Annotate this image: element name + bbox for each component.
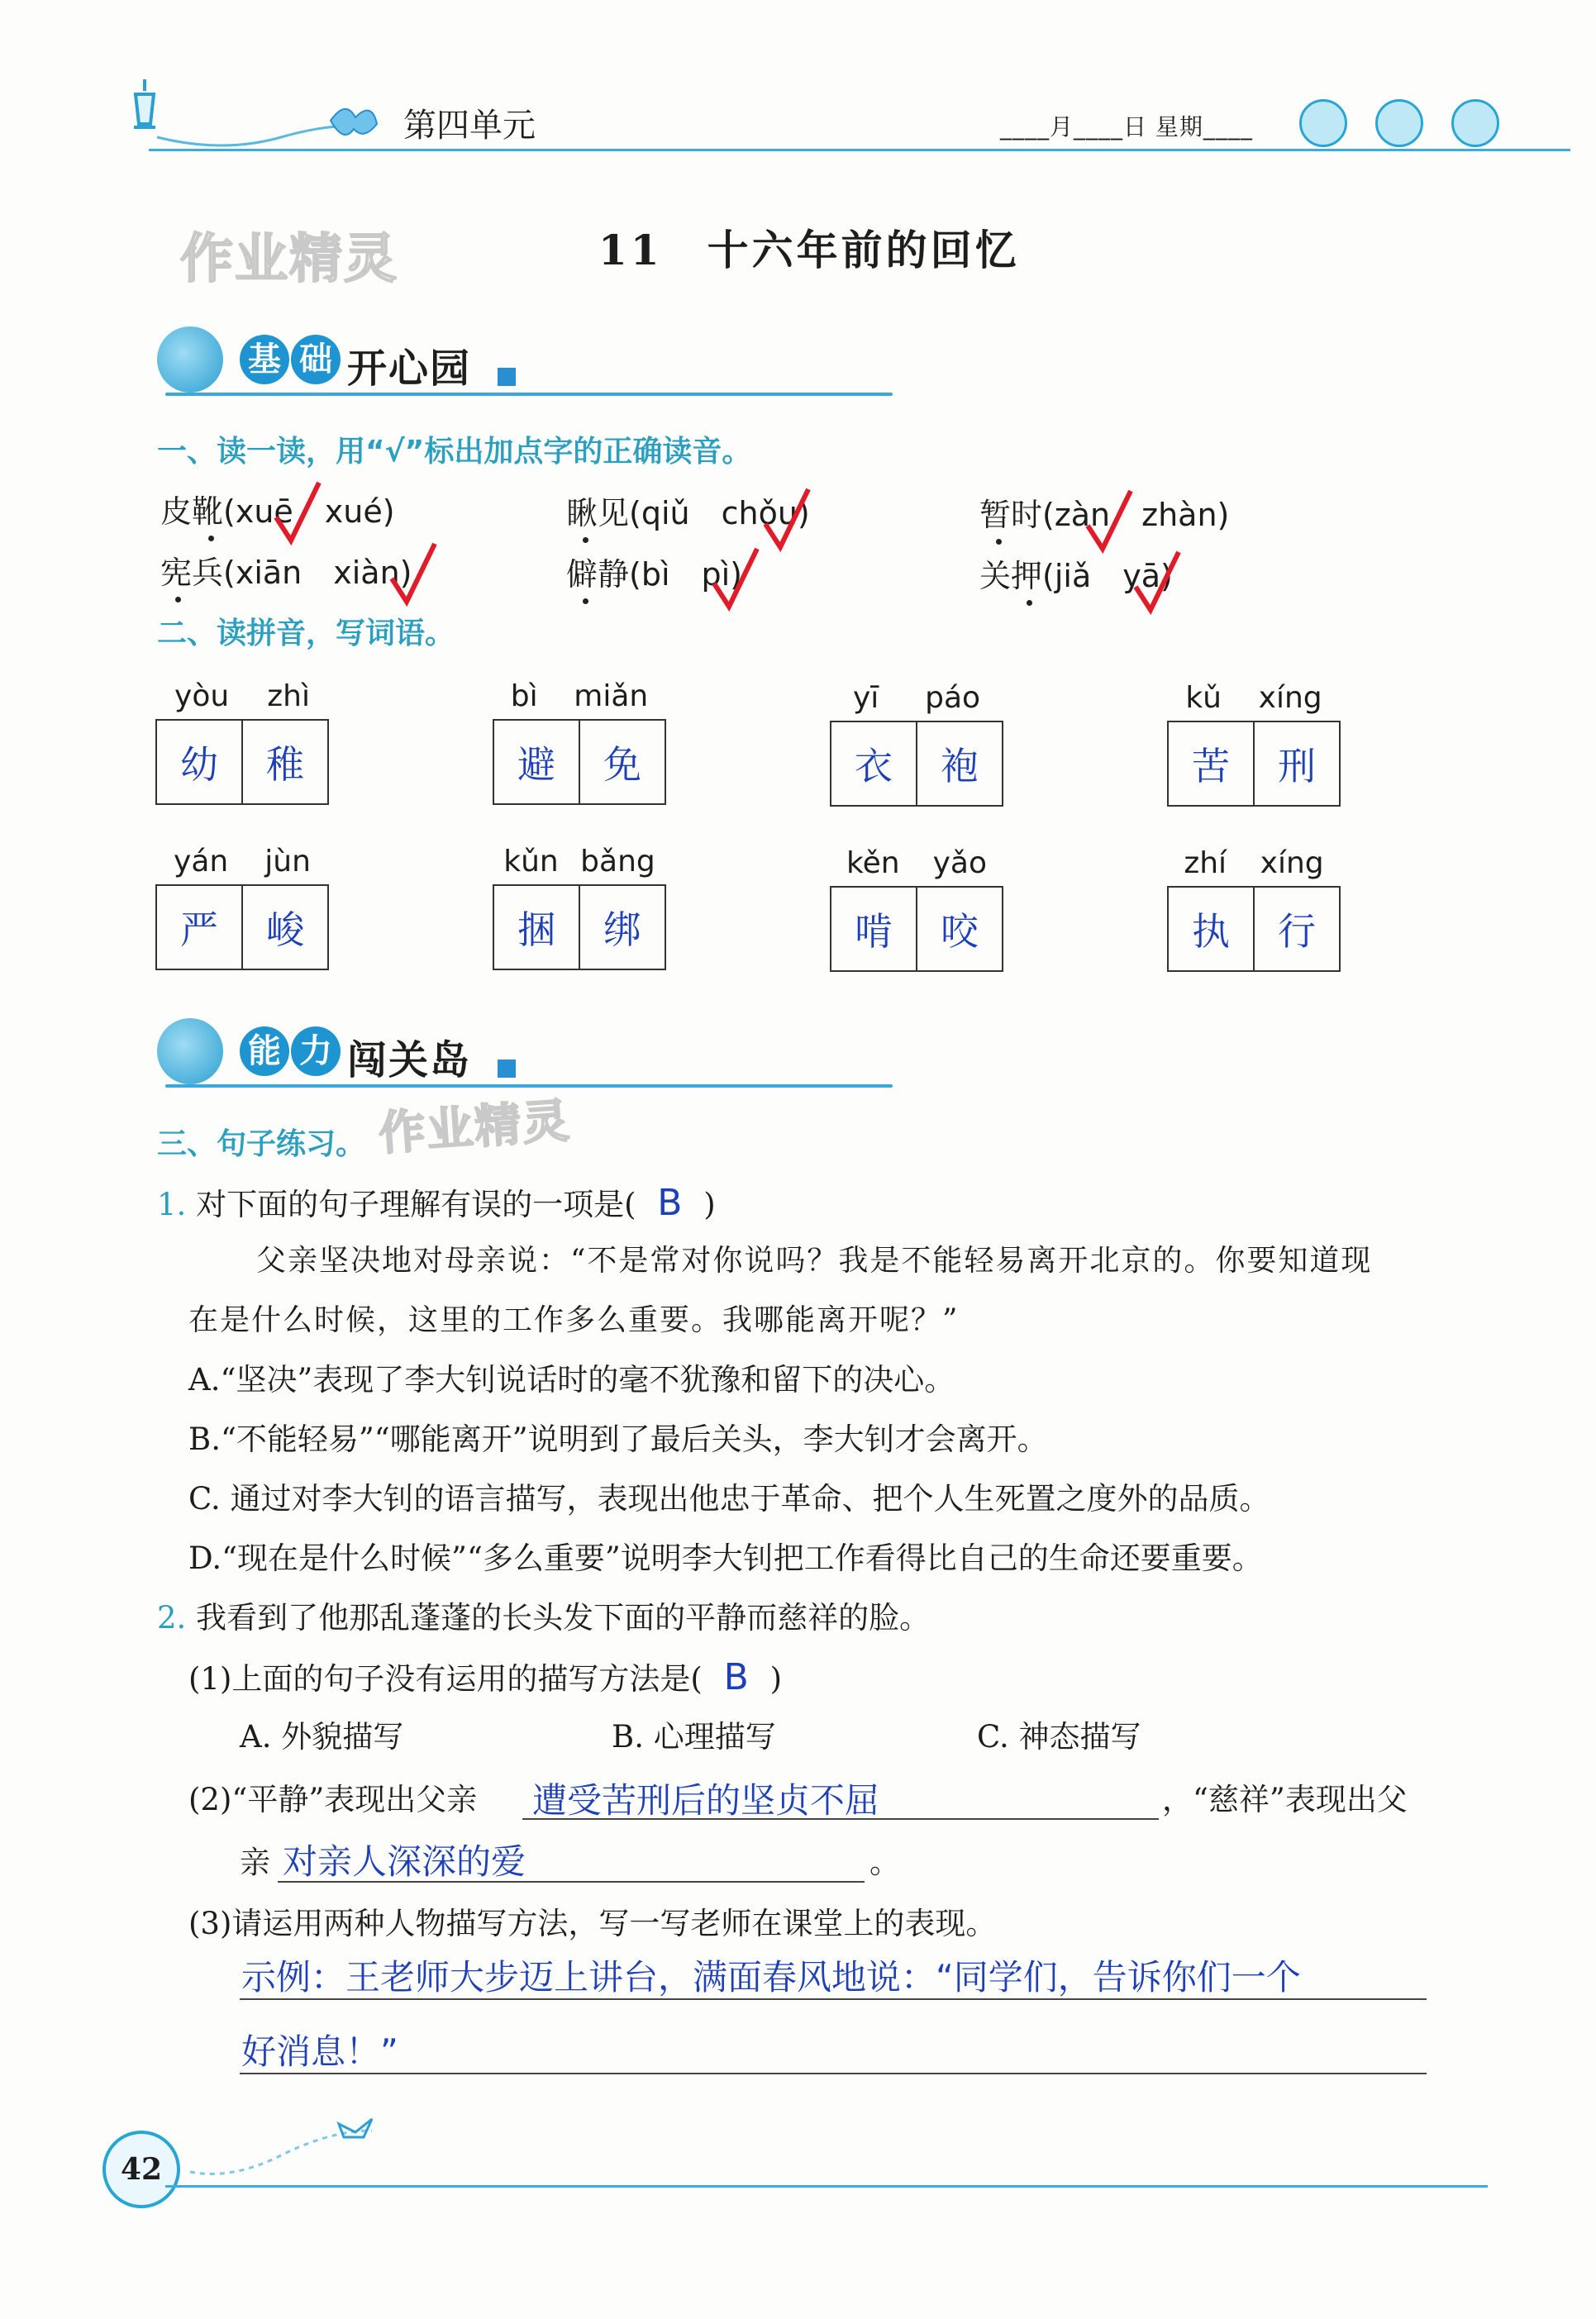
question-heading: 三、句子练习。 <box>157 1127 366 1161</box>
emphasis-dot <box>1027 600 1032 606</box>
red-check-mark-icon <box>711 545 760 612</box>
emphasis-dot <box>175 597 181 602</box>
watermark: 作业精灵 <box>180 229 398 290</box>
emphasis-dot <box>583 598 588 604</box>
emphasis-dot <box>996 539 1002 545</box>
handwritten-answer: 好消息！” <box>241 2031 398 2072</box>
handwritten-answer: 示例：王老师大步迈上讲台，满面春风地说：“同学们，告诉你们一个 <box>241 1957 1301 1998</box>
pinyin: yī <box>852 681 879 715</box>
sub-question-1 <box>188 1648 782 1709</box>
answer-char: 严 <box>180 907 218 952</box>
sub-stem-end: ) <box>769 1661 783 1697</box>
pinyin: bǎng <box>580 845 655 879</box>
red-check-mark-icon <box>762 486 812 552</box>
pinyin: jùn <box>264 845 311 879</box>
pinyin: yòu <box>174 679 230 713</box>
pinyin-choice: 关押(jiǎ yā) <box>979 558 1173 594</box>
banner-underline <box>165 1084 893 1088</box>
pinyin: zhì <box>267 679 310 713</box>
banner-badge: 基 <box>240 335 289 384</box>
answer-char: 峻 <box>241 886 327 969</box>
question-number: 2. <box>157 1600 187 1636</box>
watermark: 作业精灵 <box>377 1093 573 1162</box>
answer-char: 刑 <box>1253 722 1339 805</box>
pinyin: páo <box>925 681 981 715</box>
answer-char: 避 <box>517 742 555 787</box>
pinyin: yǎo <box>932 846 987 880</box>
sub-stem: ，“慈祥”表现出父 <box>1162 1782 1408 1817</box>
option: C. 神态描写 <box>977 1719 1141 1755</box>
question-number: 1. <box>157 1187 187 1222</box>
pinyin-choice: 瞅见(qiǔ chǒu) <box>566 495 810 531</box>
date-fill-line: ____月____日 星期____ <box>1000 113 1253 140</box>
answer-char: 稚 <box>241 721 327 803</box>
quoted-passage-line: 父亲坚决地对母亲说：“不是常对你说吗？我是不能轻易离开北京的。你要知道现 <box>256 1244 1373 1278</box>
pinyin: kǔ <box>1185 681 1222 715</box>
handwritten-answer: B <box>723 1656 749 1698</box>
page-number: 42 <box>102 2131 180 2208</box>
banner-title: 闯关岛 <box>347 1037 472 1083</box>
word-box <box>155 679 329 805</box>
brush-icon <box>157 1018 223 1084</box>
answer-line <box>240 2073 1427 2074</box>
pinyin: kěn <box>846 846 900 880</box>
answer-char: 衣 <box>855 744 893 788</box>
brush-icon <box>157 326 223 393</box>
banner-badge: 力 <box>291 1026 341 1076</box>
answer-char: 捆 <box>517 907 555 952</box>
pinyin: zhí <box>1184 846 1227 880</box>
handwritten-answer: B <box>657 1182 683 1224</box>
word-box <box>493 679 666 805</box>
sub-stem: 亲 <box>240 1845 270 1880</box>
option: A. 外貌描写 <box>240 1719 404 1755</box>
banner-title: 开心园 <box>347 345 472 392</box>
word-box <box>830 846 1003 972</box>
smiley-face-icon <box>1375 99 1423 147</box>
pinyin: bì <box>510 679 538 713</box>
option: B. 心理描写 <box>612 1719 776 1755</box>
lesson-title: 11 十六年前的回忆 <box>598 226 1020 274</box>
answer-char: 咬 <box>916 888 1002 970</box>
pinyin-choice: 皮靴(xuē xué) <box>160 493 395 530</box>
smiley-face-icon <box>1451 99 1499 147</box>
sub-stem: (3)请运用两种人物描写方法，写一写老师在课堂上的表现。 <box>188 1906 997 1941</box>
question-heading: 一、读一读，用“√”标出加点字的正确读音。 <box>157 435 752 469</box>
option: C. 通过对李大钊的语言描写，表现出他忠于革命、把个人生死置之度外的品质。 <box>188 1481 1270 1517</box>
sub-question <box>157 1588 930 1648</box>
answer-char: 行 <box>1253 888 1339 970</box>
red-check-mark-icon <box>273 479 322 545</box>
red-check-mark-icon <box>1132 549 1182 615</box>
unit-label: 第四单元 <box>403 107 536 145</box>
pinyin: kǔn <box>503 845 559 879</box>
option: B.“不能轻易”“哪能离开”说明到了最后关头，李大钊才会离开。 <box>188 1421 1048 1457</box>
answer-char: 幼 <box>180 742 218 787</box>
banner-badge: 能 <box>240 1026 289 1076</box>
word-box <box>155 845 329 970</box>
word-box <box>1167 846 1341 972</box>
handwritten-answer: 对亲人深深的爱 <box>283 1841 526 1882</box>
answer-char: 苦 <box>1192 744 1230 788</box>
pinyin-choice: 暂时(zàn zhàn) <box>979 497 1230 533</box>
smiley-face-icon <box>1299 99 1347 147</box>
pinyin: xíng <box>1260 846 1324 880</box>
red-check-mark-icon <box>388 540 438 607</box>
handwritten-answer: 遭受苦刑后的坚贞不屈 <box>532 1780 880 1821</box>
pinyin: miǎn <box>574 679 649 713</box>
sub-stem: (2)“平静”表现出父亲 <box>188 1782 478 1817</box>
emphasis-dot <box>208 536 214 541</box>
question-stem-end: ) <box>703 1187 716 1222</box>
answer-char: 啃 <box>855 909 893 954</box>
red-check-mark-icon <box>1084 488 1134 554</box>
sub-stem: (1)上面的句子没有运用的描写方法是( <box>188 1661 703 1697</box>
word-box <box>830 681 1003 807</box>
answer-char: 执 <box>1192 909 1230 954</box>
footer-rule <box>165 2185 1488 2188</box>
option: A.“坚决”表现了李大钊说话时的毫不犹豫和留下的决心。 <box>188 1362 955 1398</box>
banner-underline <box>165 393 893 396</box>
question-stem: 对下面的句子理解有误的一项是( <box>196 1187 636 1222</box>
sub-stem-end: 。 <box>869 1845 900 1880</box>
header-rule <box>149 149 1570 151</box>
banner-badge: 础 <box>291 335 341 384</box>
sub-question <box>157 1174 716 1235</box>
pinyin-choice: 僻静(bì pì) <box>566 556 743 593</box>
option: D.“现在是什么时候”“多么重要”说明李大钊把工作看得比自己的生命还要重要。 <box>188 1540 1263 1576</box>
word-box <box>1167 681 1341 807</box>
pinyin: xíng <box>1258 681 1322 715</box>
pinyin: yán <box>174 845 229 879</box>
question-heading: 二、读拼音，写词语。 <box>157 617 455 650</box>
quoted-passage-line: 在是什么时候，这里的工作多么重要。我哪能离开呢？” <box>188 1303 960 1337</box>
answer-char: 绑 <box>579 886 665 969</box>
pinyin-choice: 宪兵(xiān xiàn) <box>160 555 412 591</box>
section-banner-ability <box>157 1010 901 1101</box>
square-marker-icon <box>498 368 516 386</box>
bird-decoration-icon <box>182 2106 397 2188</box>
question-stem: 我看到了他那乱蓬蓬的长头发下面的平静而慈祥的脸。 <box>196 1600 931 1636</box>
emphasis-dot <box>583 537 588 543</box>
section-banner-basics <box>157 318 901 409</box>
answer-line <box>240 1998 1427 2000</box>
answer-char: 袍 <box>916 722 1002 805</box>
square-marker-icon <box>498 1060 516 1078</box>
answer-char: 免 <box>579 721 665 803</box>
word-box <box>493 845 666 970</box>
